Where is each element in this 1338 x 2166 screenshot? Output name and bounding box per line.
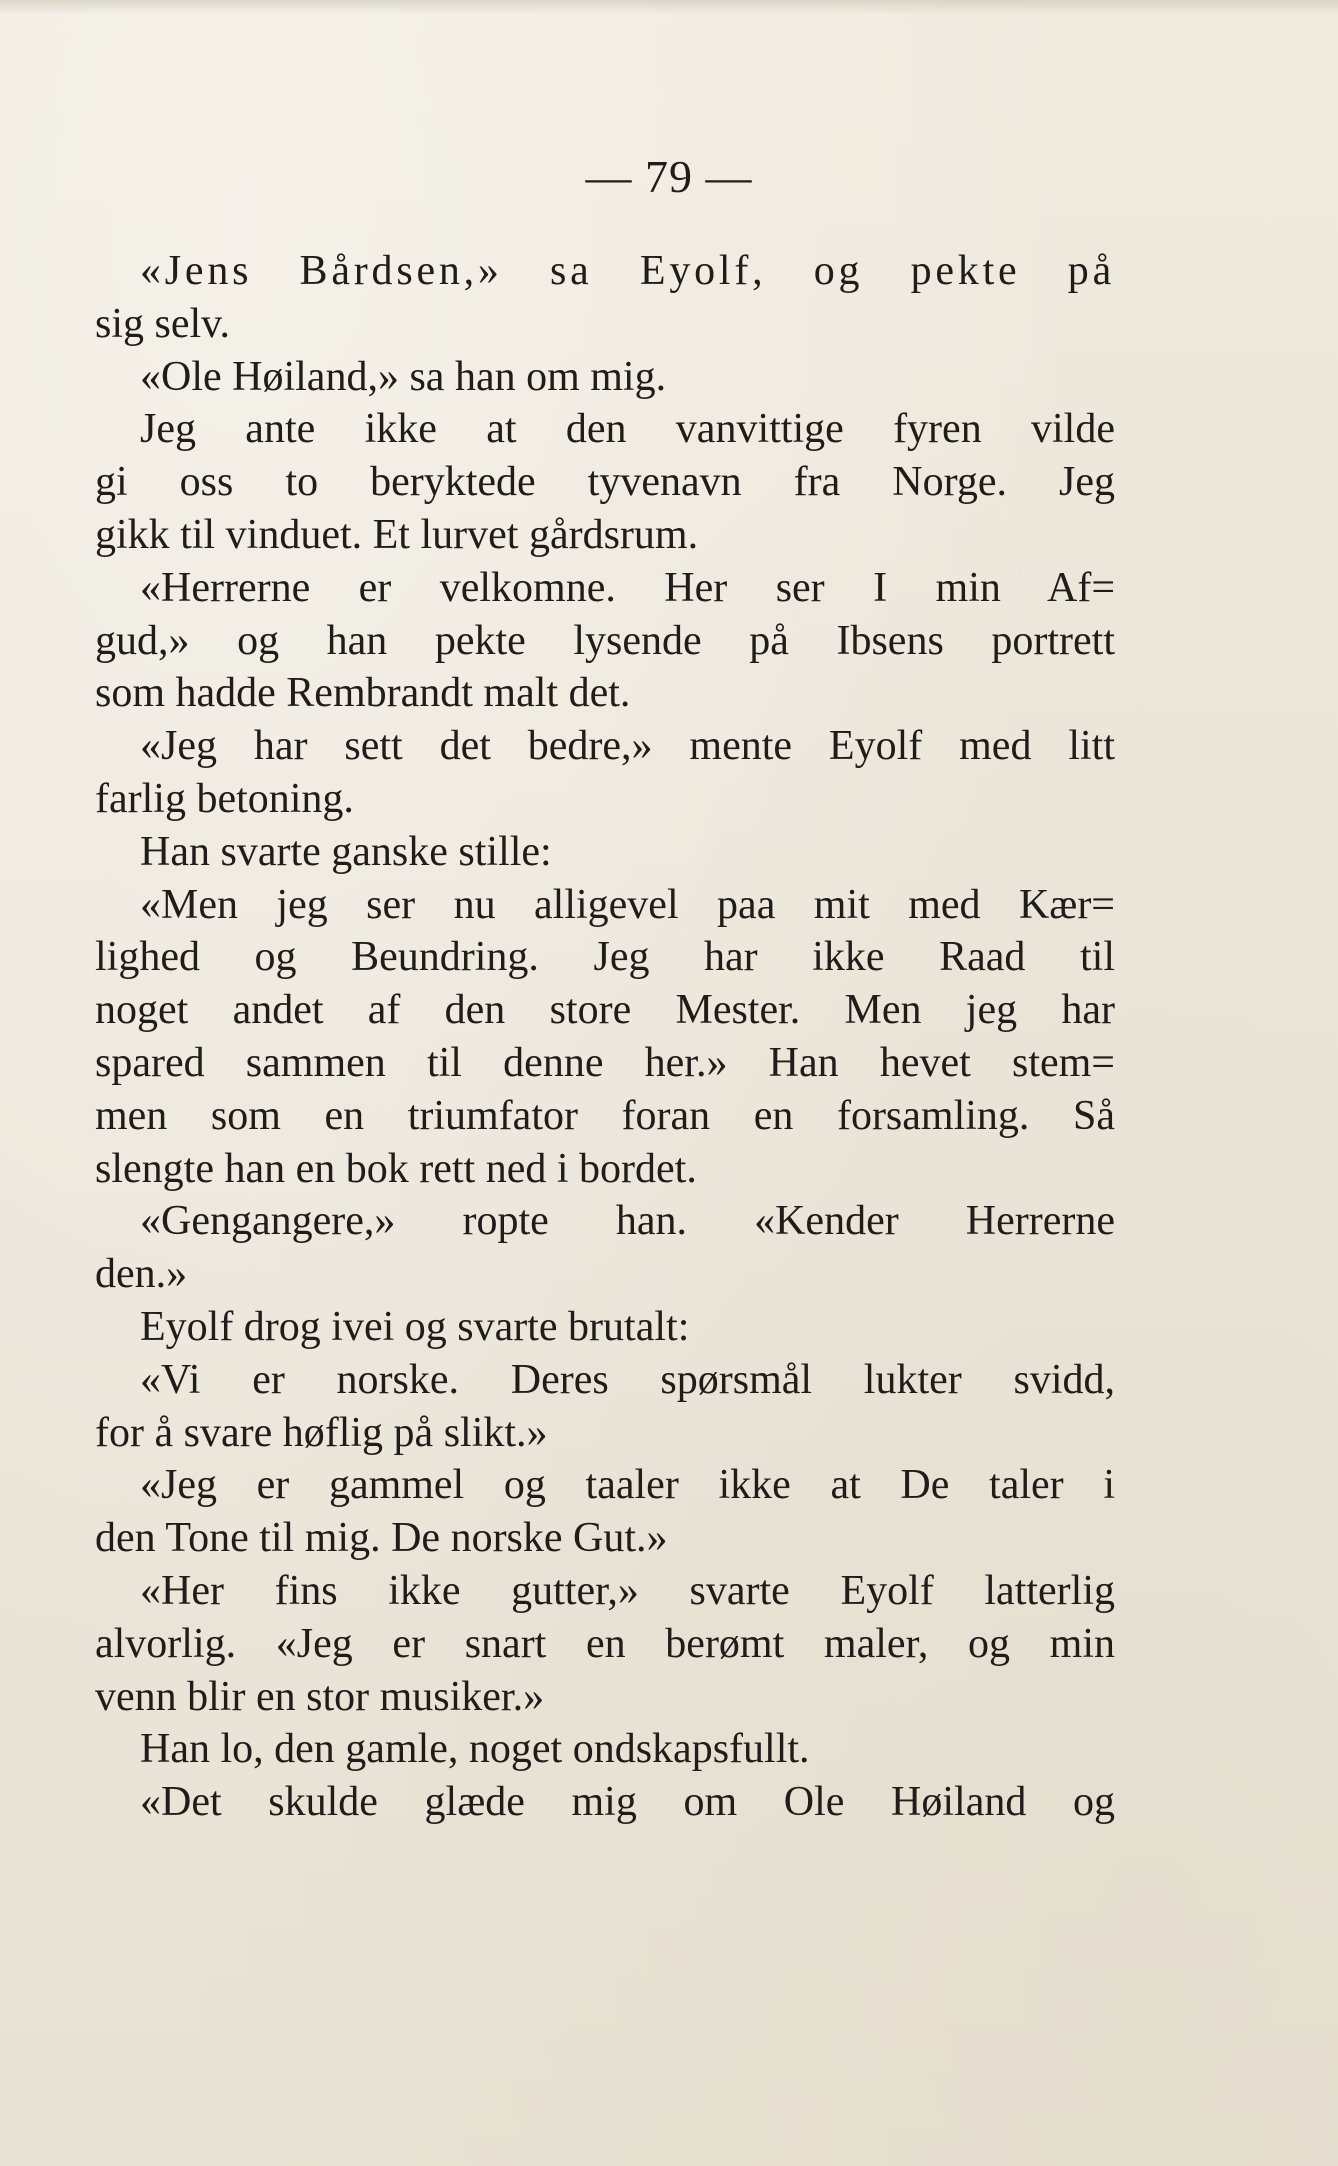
text-line: lighed og Beundring. Jeg har ikke Raad til [95, 934, 1115, 981]
text-line: men som en triumfator foran en forsamling. Så [95, 1092, 1115, 1139]
text-line: for å svare høflig på slikt.» [95, 1409, 548, 1456]
text-line: sig selv. [95, 300, 230, 347]
text-line: «Jens Bårdsen,» sa Eyolf, og pekte på [140, 248, 1115, 294]
text-line: «Jeg har sett det bedre,» mente Eyolf med litt [140, 723, 1115, 770]
text-line: Han svarte ganske stille: [140, 828, 552, 875]
text-line: gi oss to beryktede tyvenavn fra Norge. Jeg [95, 459, 1115, 506]
text-line: «Vi er norske. Deres spørsmål lukter svidd, [140, 1356, 1115, 1403]
text-line: «Herrerne er velkomne. Her ser I min Af= [140, 564, 1115, 611]
text-line: «Det skulde glæde mig om Ole Høiland og [140, 1779, 1115, 1826]
text-line: «Men jeg ser nu alligevel paa mit med Kær= [140, 881, 1115, 928]
text-line: «Ole Høiland,» sa han om mig. [140, 353, 667, 400]
text-line: gikk til vinduet. Et lurvet gårdsrum. [95, 511, 699, 558]
text-line: «Jeg er gammel og taaler ikke at De taler i [140, 1462, 1115, 1509]
text-line: slengte han en bok rett ned i bordet. [95, 1145, 697, 1192]
text-line: den Tone til mig. De norske Gut.» [95, 1515, 668, 1562]
text-line: gud,» og han pekte lysende på Ibsens portrett [95, 617, 1115, 664]
text-line: den.» [95, 1251, 188, 1298]
text-line: Eyolf drog ivei og svarte brutalt: [140, 1303, 690, 1350]
text-line: Jeg ante ikke at den vanvittige fyren vilde [140, 406, 1115, 453]
page-top-edge [0, 0, 1338, 14]
text-line: som hadde Rembrandt malt det. [95, 670, 631, 717]
body-text [95, 245, 1115, 1829]
text-line: spared sammen til denne her.» Han hevet stem= [95, 1039, 1115, 1086]
text-line: venn blir en stor musiker.» [95, 1673, 545, 1720]
text-line: noget andet af den store Mester. Men jeg har [95, 987, 1115, 1034]
text-line: «Her fins ikke gutter,» svarte Eyolf latterlig [140, 1567, 1115, 1614]
text-line: «Gengangere,» ropte han. «Kender Herrerne [140, 1198, 1115, 1245]
text-line: Han lo, den gamle, noget ondskapsfullt. [140, 1726, 810, 1773]
text-line: farlig betoning. [95, 775, 354, 822]
text-line: alvorlig. «Jeg er snart en berømt maler, og min [95, 1620, 1115, 1667]
page-number: — 79 — [585, 151, 753, 202]
